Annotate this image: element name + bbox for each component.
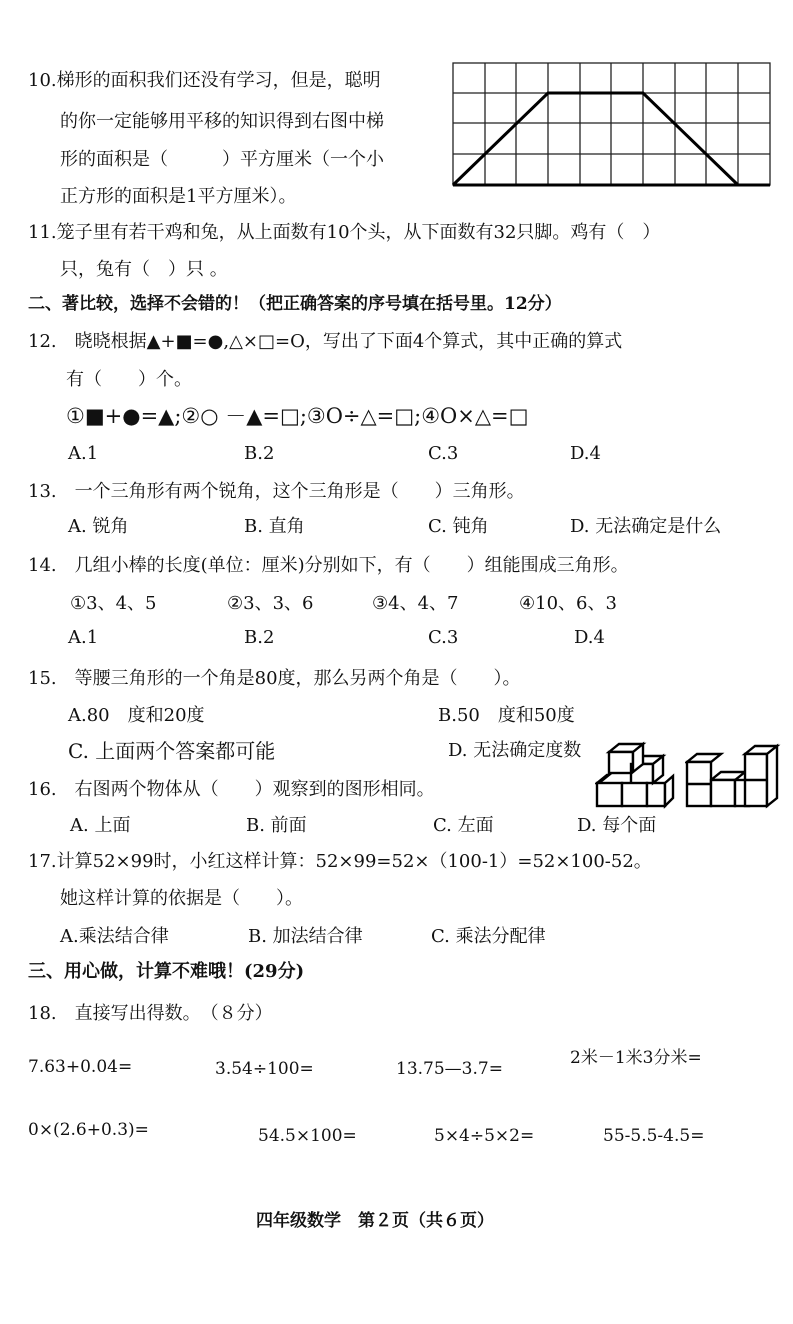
q10-line3: 形的面积是（ ）平方厘米（一个小 bbox=[60, 149, 384, 170]
q13-option-b: B. 直角 bbox=[244, 516, 305, 537]
page-footer: 四年级数学 第２页（共６页） bbox=[256, 1211, 494, 1231]
cube-figure-right bbox=[685, 740, 785, 810]
section2-heading: 二、著比较，选择不会错的！（把正确答案的序号填在括号里。12分） bbox=[28, 294, 562, 314]
q14-group-2: ②3、3、6 bbox=[227, 593, 314, 614]
calc-3: 13.75—3.7= bbox=[396, 1059, 503, 1079]
q13-option-c: C. 钝角 bbox=[428, 516, 489, 537]
q12-option-c: C.3 bbox=[428, 443, 459, 464]
q17-option-b: B. 加法结合律 bbox=[248, 926, 363, 947]
q15-option-d: D. 无法确定度数 bbox=[448, 740, 582, 761]
q18-title: 18. 直接写出得数。 （８分） bbox=[28, 1003, 273, 1024]
q17-option-a: A.乘法结合律 bbox=[60, 926, 169, 947]
q16-option-d: D. 每个面 bbox=[577, 815, 657, 836]
calc-7: 5×4÷5×2= bbox=[434, 1126, 535, 1146]
q12-formulas: ①■+●=▲;②○ －▲=□;③O÷△=□;④O×△=□ bbox=[66, 404, 529, 428]
q16-option-c: C. 左面 bbox=[433, 815, 494, 836]
q11-line2: 只，兔有（ ）只 。 bbox=[60, 259, 228, 280]
cube-figure-left bbox=[595, 740, 675, 810]
q16-line1: 16. 右图两个物体从（ ）观察到的图形相同。 bbox=[28, 779, 435, 800]
q10-line2: 的你一定能够用平移的知识得到右图中梯 bbox=[60, 111, 384, 132]
calc-2: 3.54÷100= bbox=[215, 1059, 314, 1079]
q16-option-a: A. 上面 bbox=[70, 815, 131, 836]
q14-option-c: C.3 bbox=[428, 627, 459, 648]
q14-group-4: ④10、6、3 bbox=[519, 593, 617, 614]
q17-line2: 她这样计算的依据是（ ）。 bbox=[60, 888, 303, 909]
q14-group-3: ③4、4、7 bbox=[372, 593, 459, 614]
q12-line1: 12. 晓晓根据▲+■=●,△×□=O，写出了下面4个算式，其中正确的算式 bbox=[28, 331, 623, 352]
calc-1: 7.63+0.04= bbox=[28, 1057, 133, 1077]
q10-line1: 10.梯形的面积我们还没有学习，但是，聪明 bbox=[28, 70, 381, 91]
q15-option-a: A.80 度和20度 bbox=[68, 705, 205, 726]
q12-option-d: D.4 bbox=[570, 443, 601, 464]
q17-line1: 17.计算52×99时，小红这样计算：52×99=52×（100-1）=52×100-52。 bbox=[28, 851, 652, 872]
q10-line4: 正方形的面积是1平方厘米）。 bbox=[60, 186, 297, 207]
section3-heading: 三、用心做，计算不难哦！(29分) bbox=[28, 961, 305, 982]
q12-option-a: A.1 bbox=[68, 443, 99, 464]
calc-6: 54.5×100= bbox=[258, 1126, 357, 1146]
q14-group-1: ①3、4、5 bbox=[70, 593, 157, 614]
q15-line1: 15. 等腰三角形的一个角是80度，那么另两个角是（ ）。 bbox=[28, 668, 521, 689]
q14-option-a: A.1 bbox=[68, 627, 99, 648]
q12-line2: 有（ ）个。 bbox=[66, 369, 192, 390]
q15-option-c: C. 上面两个答案都可能 bbox=[68, 739, 276, 763]
q16-option-b: B. 前面 bbox=[246, 815, 307, 836]
q14-line1: 14. 几组小棒的长度(单位：厘米)分别如下，有（ ）组能围成三角形。 bbox=[28, 555, 629, 576]
trapezoid-grid-figure bbox=[450, 60, 775, 190]
q13-line1: 13. 一个三角形有两个锐角，这个三角形是（ ）三角形。 bbox=[28, 481, 525, 502]
q14-option-d: D.4 bbox=[574, 627, 605, 648]
q13-option-a: A. 锐角 bbox=[68, 516, 129, 537]
calc-4: 2米－1米3分米= bbox=[570, 1048, 702, 1068]
calc-5: 0×(2.6+0.3)= bbox=[28, 1120, 149, 1140]
q13-option-d: D. 无法确定是什么 bbox=[570, 516, 722, 537]
q14-option-b: B.2 bbox=[244, 627, 275, 648]
calc-8: 55-5.5-4.5= bbox=[603, 1126, 705, 1146]
q17-option-c: C. 乘法分配律 bbox=[431, 926, 546, 947]
trapezoid-shape bbox=[453, 93, 738, 185]
q11-line1: 11.笼子里有若干鸡和兔，从上面数有10个头，从下面数有32只脚。鸡有（ ） bbox=[28, 222, 661, 243]
q12-option-b: B.2 bbox=[244, 443, 275, 464]
q15-option-b: B.50 度和50度 bbox=[438, 705, 575, 726]
